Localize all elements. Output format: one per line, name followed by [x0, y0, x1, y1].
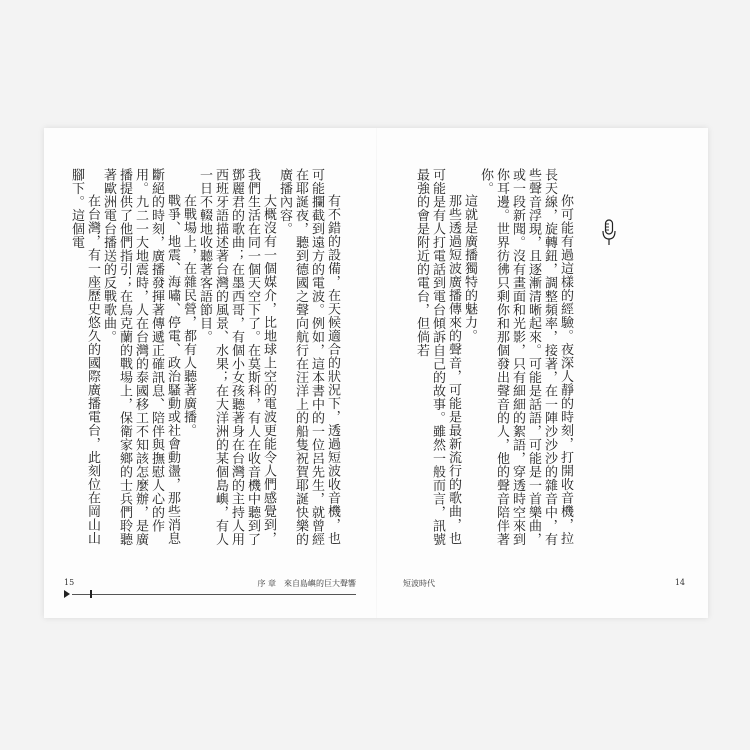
left-paragraph: 在戰場上，在雜民營，都有人聽著廣播。: [181, 194, 196, 437]
right-paragraph: 那些透過短波廣播傳來的聲音，可能是最新流行的歌曲，也可能是有人打電話到電台傾訴自己的故事。雖然一般而言，訊號最強的會是附近的電台，但倘若: [414, 168, 461, 546]
progress-track: [72, 594, 356, 595]
right-page: [377, 128, 708, 618]
right-page-footer: [403, 578, 685, 602]
left-paragraph: 有不錯的設備，在天候適合的狀況下，透過短波收音機，也可能攔截到遠方的電波。例如，這本書中的一位呂先生，就曾經在耶誕夜，聽到德國之聲向航行在汪洋上的船隻祝賀耶誕快樂的廣播內容。: [277, 168, 340, 546]
left-page-number: 15: [64, 578, 75, 587]
right-page-number: 14: [674, 578, 685, 587]
left-paragraph: 在台灣，有一座歷史悠久的國際廣播電台，此刻位在岡山山腳下。這個電: [69, 168, 100, 545]
left-page-body: [68, 168, 340, 550]
left-paragraph: 大概沒有一個媒介，比地球上空的電波更能令人們感覺到，我們生活在同一個天空下了。在莫斯科，有人在收音機中聽到了鄧麗君的歌曲；在墨西哥，有個小女孩聽著身在台灣的主持人用西班牙語描述著台灣的風景、水果；在大洋洲的某個島嶼，有人一日不輟地收聽著客語節目。: [197, 168, 276, 546]
book-spread: [44, 128, 708, 618]
left-running-head: 序 章 來自島嶼的巨大聲響: [257, 579, 356, 588]
right-running-head: 短波時代: [403, 579, 435, 588]
microphone-icon: [601, 219, 617, 247]
right-paragraph: 這就是廣播獨特的魅力。: [462, 194, 477, 343]
left-page: [44, 128, 376, 618]
left-page-footer: [64, 578, 356, 602]
progress-knob: [90, 590, 92, 598]
play-icon: [64, 590, 70, 598]
left-paragraph: 戰爭、地震、海嘯、停電、政治騷動或社會動盪，那些消息斷絕的時刻，廣播發揮著傳遞正確訊息、陪伴與撫慰人心的作用。九二一大地震時，人在台灣的泰國移工不知該怎麼辦，是廣播提供了他們指引；在烏克蘭的戰場上，保衛家鄉的士兵們聆聽著歐洲電台播送的反戰歌曲。: [101, 168, 180, 546]
right-paragraph: 你可能有過這樣的經驗。夜深人靜的時刻，打開收音機，拉長天線，旋轉鈕，調整頻率，接著，在一陣沙沙沙的雜音中，有些聲音浮現，且逐漸清晰起來。可能是話語，可能是一首樂曲，或一段新聞。沒有畫面和光影，只有細細的絮語，穿透時空來到你耳邊。世界彷彿只剩你和那個發出聲音的人，他的聲音陪伴著你。: [478, 168, 573, 546]
right-page-body: [413, 168, 573, 550]
